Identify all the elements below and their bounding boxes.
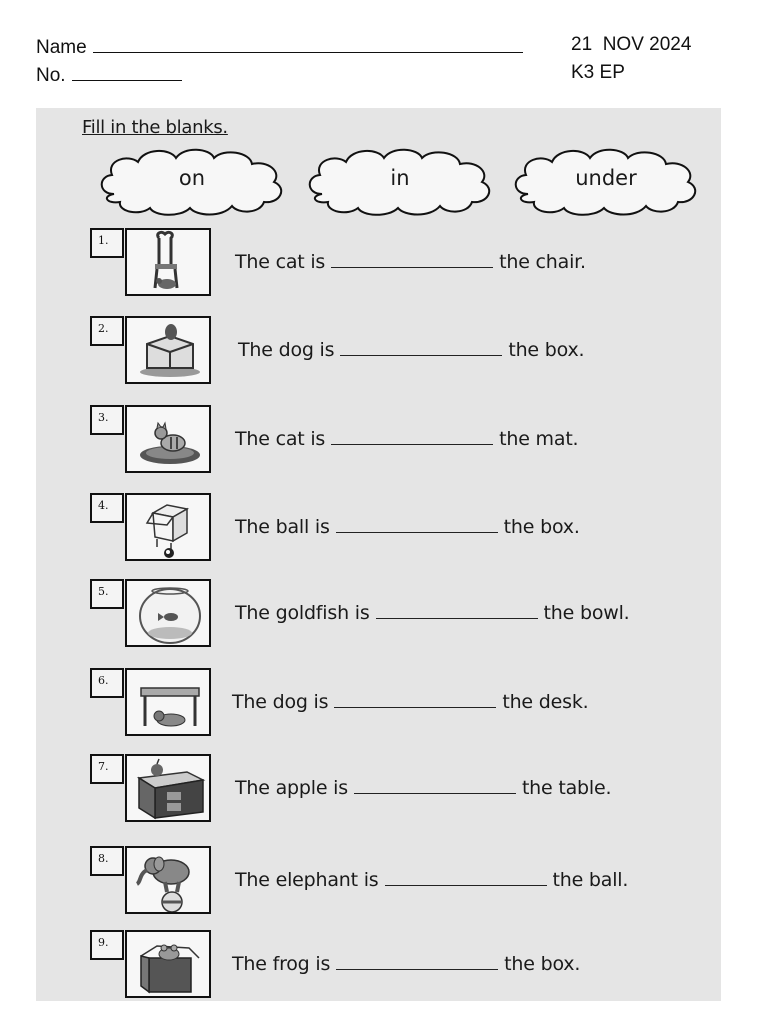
answer-blank[interactable] (336, 518, 498, 533)
dog-desk-icon (125, 668, 211, 736)
sentence-start: The ball is (235, 516, 330, 538)
sentence-start: The dog is (238, 339, 335, 361)
ball-box-icon (125, 493, 211, 561)
sentence-end: the ball. (552, 869, 629, 891)
sentence-start: The dog is (232, 691, 329, 713)
frog-box-icon (125, 930, 211, 998)
goldfish-bowl-icon (125, 579, 211, 647)
class-label: K3 EP (571, 62, 625, 83)
answer-blank[interactable] (331, 253, 493, 268)
question-number: 4. (90, 493, 124, 523)
sentence-start: The frog is (232, 953, 331, 975)
question-sentence (235, 516, 580, 538)
word-cloud-on (92, 142, 292, 220)
sentence-end: the box. (508, 339, 585, 361)
dog-box-icon (125, 316, 211, 384)
apple-table-icon (125, 754, 211, 822)
question-item (36, 405, 721, 481)
question-item (36, 493, 721, 569)
sentence-end: the table. (521, 777, 612, 799)
word-on: on (178, 166, 206, 190)
elephant-ball-icon (125, 846, 211, 914)
question-item (36, 316, 721, 392)
question-item (36, 930, 721, 1006)
question-number: 9. (90, 930, 124, 960)
number-label: No. (36, 65, 66, 86)
question-number: 8. (90, 846, 124, 876)
sentence-start: The apple is (235, 777, 348, 799)
name-label: Name (36, 37, 87, 58)
worksheet (36, 108, 721, 1001)
word-cloud-under (506, 142, 706, 220)
sentence-end: the box. (504, 953, 581, 975)
name-field (36, 34, 523, 59)
question-item (36, 228, 721, 304)
word-under: under (575, 166, 637, 190)
question-number: 5. (90, 579, 124, 609)
word-cloud-in (300, 142, 500, 220)
question-sentence (238, 339, 584, 361)
question-number: 6. (90, 668, 124, 698)
question-number: 7. (90, 754, 124, 784)
sentence-start: The elephant is (235, 869, 379, 891)
number-blank[interactable] (72, 62, 182, 81)
instruction: Fill in the blanks. (82, 117, 228, 138)
answer-blank[interactable] (334, 693, 496, 708)
question-number: 2. (90, 316, 124, 346)
number-field (36, 62, 182, 87)
cat-chair-icon (125, 228, 211, 296)
question-sentence (235, 428, 578, 450)
date: 21 NOV 2024 (571, 34, 692, 55)
question-sentence (235, 251, 586, 273)
question-sentence (235, 777, 611, 799)
question-number: 1. (90, 228, 124, 258)
question-item (36, 846, 721, 922)
question-sentence (235, 869, 628, 891)
sentence-end: the box. (503, 516, 580, 538)
question-sentence (232, 953, 580, 975)
answer-blank[interactable] (336, 955, 498, 970)
answer-blank[interactable] (340, 341, 502, 356)
word-in: in (390, 166, 410, 190)
cat-mat-icon (125, 405, 211, 473)
sentence-end: the desk. (502, 691, 589, 713)
answer-blank[interactable] (376, 604, 538, 619)
question-number: 3. (90, 405, 124, 435)
question-sentence (232, 691, 588, 713)
answer-blank[interactable] (354, 779, 516, 794)
sentence-end: the bowl. (543, 602, 630, 624)
question-item (36, 754, 721, 830)
sentence-start: The goldfish is (235, 602, 370, 624)
sentence-end: the mat. (499, 428, 579, 450)
question-sentence (235, 602, 630, 624)
answer-blank[interactable] (385, 871, 547, 886)
name-blank[interactable] (93, 34, 523, 53)
sentence-end: the chair. (499, 251, 586, 273)
question-item (36, 579, 721, 655)
question-item (36, 668, 721, 744)
sentence-start: The cat is (235, 251, 326, 273)
sentence-start: The cat is (235, 428, 326, 450)
answer-blank[interactable] (331, 430, 493, 445)
